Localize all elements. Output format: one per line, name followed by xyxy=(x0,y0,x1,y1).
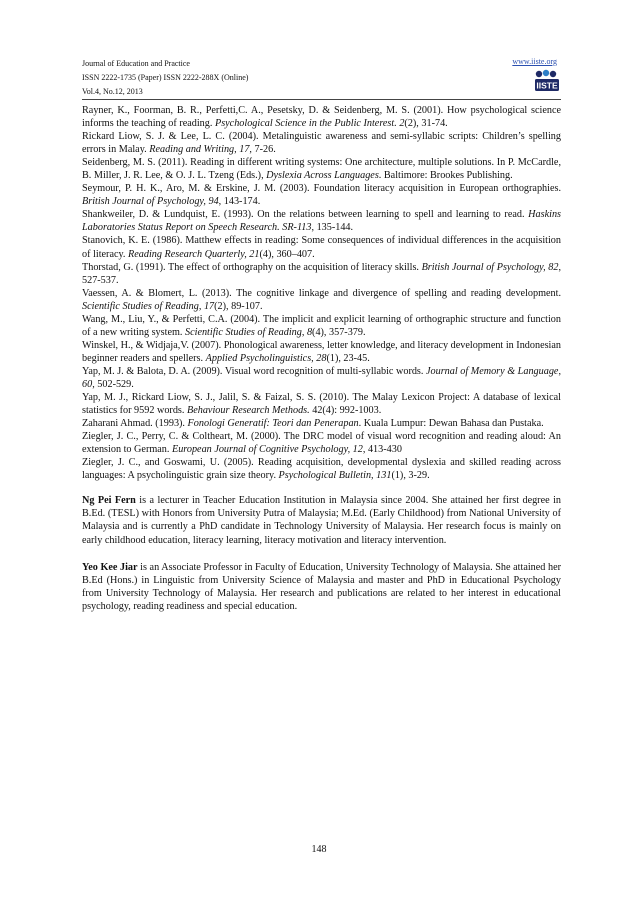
reference-source-italic: Reading Research Quarterly, 21 xyxy=(128,248,260,260)
reference-text: Winskel, H., & Widjaja,V. (2007). Phonological awareness, letter knowledge, and literacy development in Indonesian beginner readers and spellers. xyxy=(82,339,561,364)
reference-text: (2), 89-107. xyxy=(214,300,263,312)
reference-text: Yap, M. J., Rickard Liow, S. J., Jalil, S. & Faizal, S. S. (2010). The Malay Lexicon Project: A database of lexical statistics for 9592 words. xyxy=(82,392,561,417)
reference-entry xyxy=(82,104,561,130)
reference-text: Seidenberg, M. S. (2011). Reading in different writing systems: One architecture, multiple solutions. In P. McCardle, B. Miller, J. R. Lee, & O. J. L. Tzeng (Eds.), xyxy=(82,157,561,182)
reference-text: , 413-430 xyxy=(362,444,402,456)
header-rule xyxy=(82,99,561,100)
reference-source-italic: Dyslexia Across Languages xyxy=(266,170,379,182)
reference-text: Yap, M. J. & Balota, D. A. (2009). Visual word recognition of multi-syllabic words. xyxy=(82,365,426,377)
reference-entry xyxy=(82,391,561,417)
reference-source-italic: British Journal of Psychology, 94 xyxy=(82,196,219,208)
reference-text: Vaessen, A. & Blomert, L. (2013). The cognitive linkage and divergence of spelling and reading development. xyxy=(82,287,561,299)
reference-list xyxy=(82,104,561,482)
reference-text: , 527-537. xyxy=(82,261,561,286)
author-bio-text: is an Associate Professor in Faculty of Education, University Technology of Malaysia. She attained her B.Ed (Hons.) in Linguistic from University Science of Malaysia and master and PhD in Educational Psychology from University Technology of Malaysia. Her research and publications are related to her interest in educational psychology, reading readiness and special education. xyxy=(82,561,561,612)
reference-text: . Baltimore: Brookes Publishing. xyxy=(378,170,513,182)
reference-entry xyxy=(82,182,561,208)
reference-entry xyxy=(82,417,561,430)
author-bio-name: Yeo Kee Jiar xyxy=(82,561,138,573)
reference-text: Rayner, K., Foorman, B. R., Perfetti,C. A., Pesetsky, D. & Seidenberg, M. S. (2001). How psychological science informs the teaching of reading. xyxy=(82,105,561,130)
reference-text: Ziegler, J. C., Perry, C. & Coltheart, M. (2000). The DRC model of visual word recognition and reading aloud: An extension to German. xyxy=(82,431,561,456)
reference-source-italic: European Journal of Cognitive Psychology, 12 xyxy=(171,444,363,456)
reference-text: (1), 3-29. xyxy=(391,470,430,482)
reference-text: Shankweiler, D. & Lundquist, E. (1993). On the relations between learning to spell and learning to read. xyxy=(82,209,529,221)
reference-text: (4), 357-379. xyxy=(312,326,366,338)
svg-text:IISTE: IISTE xyxy=(536,80,558,91)
reference-source-italic: Haskins Laboratories Status Report on Speech Research. SR-113 xyxy=(82,209,561,234)
reference-text: (1), 23-45. xyxy=(326,352,370,364)
reference-text: Ziegler, J. C., and Goswami, U. (2005). Reading acquisition, developmental dyslexia and skilled reading across languages: A psycholinguistic grain size theory. xyxy=(82,457,561,482)
reference-source-italic: British Journal of Psychology, 82 xyxy=(421,261,559,273)
page-body xyxy=(82,104,561,613)
reference-text: Wang, M., Liu, Y., & Perfetti, C.A. (2004). The implicit and explicit learning of orthographic structure and function of a new writing system. xyxy=(82,313,561,338)
reference-text: Zaharani Ahmad. (1993). xyxy=(82,418,188,430)
author-bio-text: is a lecturer in Teacher Education Institution in Malaysia since 2004. She attained her first degree in B.Ed. (TESL) with Honors from University Putra of Malaysia; M.Ed. (Early Childhood) from National University of Malaysia and is currently a PhD candidate in Technology University of Malaysia. Her research focus is mainly on early childhood education, literacy learning, literacy motivation and literacy intervention. xyxy=(82,495,561,546)
reference-text: , xyxy=(558,365,561,377)
reference-text: , 143-174. xyxy=(218,196,261,208)
author-bio xyxy=(82,561,561,613)
reference-text: , 135-144. xyxy=(311,222,354,234)
page-number: 148 xyxy=(311,844,327,855)
reference-source-italic: Applied Psycholinguistics, 28 xyxy=(205,352,327,364)
reference-entry xyxy=(82,234,561,260)
reference-text: Seymour, P. H. K., Aro, M. & Erskine, J. M. (2003). Foundation literacy acquisition in European orthographies. xyxy=(82,183,561,195)
header-website-link[interactable]: www.iiste.org xyxy=(512,57,557,66)
reference-text: Rickard Liow, S. J. & Lee, L. C. (2004). Metalinguistic awareness and semi-syllabic scripts: Children’s spelling errors in Malay. xyxy=(82,131,561,156)
author-bio-name: Ng Pei Fern xyxy=(82,495,136,507)
reference-entry xyxy=(82,261,561,287)
reference-text: (4), 360–407. xyxy=(259,248,315,260)
reference-text: , xyxy=(301,326,307,338)
reference-entry xyxy=(82,208,561,234)
reference-text: . Kuala Lumpur: Dewan Bahasa dan Pustaka. xyxy=(358,418,544,430)
header-volume: Vol.4, No.12, 2013 xyxy=(82,87,143,96)
reference-text: 42(4): 992-1003. xyxy=(309,405,382,417)
reference-entry xyxy=(82,156,561,182)
reference-source-italic: Behaviour Research Methods. xyxy=(186,405,310,417)
reference-text: , 502-529. xyxy=(92,378,134,390)
reference-source-italic: 8 xyxy=(306,326,313,338)
reference-source-italic: Journal of Memory & Language xyxy=(426,365,559,377)
reference-entry xyxy=(82,365,561,391)
reference-source-italic: Fonologi Generatif: Teori dan Penerapan xyxy=(187,418,359,430)
reference-entry xyxy=(82,313,561,339)
reference-source-italic: Psychological Science in the Public Interest. 2 xyxy=(214,118,405,130)
author-bio xyxy=(82,494,561,546)
reference-source-italic: Scientific Studies of Reading xyxy=(185,326,302,338)
reference-source-italic: Scientific Studies of Reading, 17 xyxy=(82,300,215,312)
reference-entry xyxy=(82,130,561,156)
reference-entry xyxy=(82,339,561,365)
header-issn: ISSN 2222-1735 (Paper) ISSN 2222-288X (Online) xyxy=(82,73,249,82)
reference-source-italic: Reading and Writing, 17 xyxy=(149,144,250,156)
reference-text: (2), 31-74. xyxy=(404,118,448,130)
header-journal-name: Journal of Education and Practice xyxy=(82,59,190,68)
reference-entry xyxy=(82,430,561,456)
reference-text: Thorstad, G. (1991). The effect of orthography on the acquisition of literacy skills. xyxy=(82,261,422,273)
iiste-logo xyxy=(533,69,561,93)
reference-source-italic: Psychological Bulletin, 131 xyxy=(278,470,392,482)
reference-entry xyxy=(82,287,561,313)
reference-entry xyxy=(82,456,561,482)
reference-text: Stanovich, K. E. (1986). Matthew effects in reading: Some consequences of individual differences in the acquisition of literacy. xyxy=(82,235,561,260)
reference-text: , 7-26. xyxy=(249,144,276,156)
reference-source-italic: 60 xyxy=(82,378,93,390)
